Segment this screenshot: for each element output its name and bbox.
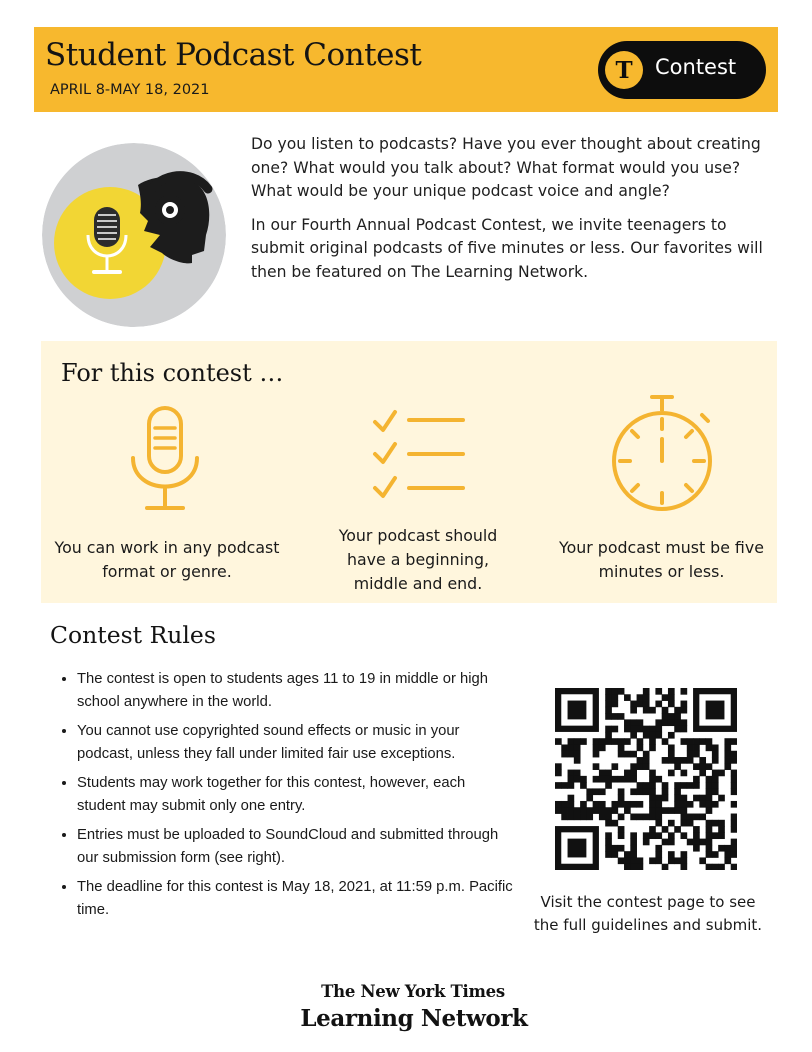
rule-item: • Entries must be uploaded to SoundCloud and submitted through our submission form (see right). xyxy=(77,824,517,869)
criteria-structure-text: Your podcast should have a beginning, middle and end. xyxy=(338,526,498,593)
rule-item: • You cannot use copyrighted sound effects or music in your podcast, unless they fall under limited fair use exceptions. xyxy=(77,720,517,765)
rule-item: • The contest is open to students ages 11 to 19 in middle or high school anywhere in the world. xyxy=(77,668,517,713)
nyt-t-logo-icon: T xyxy=(605,51,643,89)
nyt-logo: The New York Times xyxy=(321,982,505,1001)
contest-dates: APRIL 8-MAY 18, 2021 xyxy=(50,82,210,98)
checklist-icon xyxy=(371,408,467,504)
criteria-length-text: Your podcast must be five minutes or less. xyxy=(559,538,764,581)
page-title: Student Podcast Contest xyxy=(45,37,422,73)
intro-text xyxy=(251,133,781,294)
header-banner xyxy=(34,27,778,112)
intro-paragraph: In our Fourth Annual Podcast Contest, we invite teenagers to submit original podcasts of five minutes or less. Our favorites will then be featured on The Learning Network. xyxy=(251,215,763,281)
rules-list xyxy=(60,668,517,928)
stopwatch-icon xyxy=(608,393,716,515)
criteria-format-text: You can work in any podcast format or genre. xyxy=(54,538,280,581)
contest-badge-label: Contest xyxy=(655,55,737,79)
qr-caption: Visit the contest page to see the full guidelines and submit. xyxy=(533,893,763,934)
microphone-icon xyxy=(127,404,203,512)
rule-item: • The deadline for this contest is May 18, 2021, at 11:59 p.m. Pacific time. xyxy=(77,876,517,921)
contest-criteria-panel xyxy=(41,341,777,603)
intro-paragraph: Do you listen to podcasts? Have you ever thought about creating one? What would you talk about? What format would you use? What would be your unique podcast voice and angle? xyxy=(251,135,761,200)
qr-code-icon[interactable] xyxy=(555,688,737,870)
rules-heading: Contest Rules xyxy=(50,621,216,649)
contest-badge xyxy=(598,41,766,99)
learning-network-logo: Learning Network xyxy=(300,1005,528,1032)
podcast-illustration-icon xyxy=(42,143,226,327)
criteria-heading: For this contest … xyxy=(61,359,284,387)
rule-item: • Students may work together for this contest, however, each student may submit only one entry. xyxy=(77,772,517,817)
